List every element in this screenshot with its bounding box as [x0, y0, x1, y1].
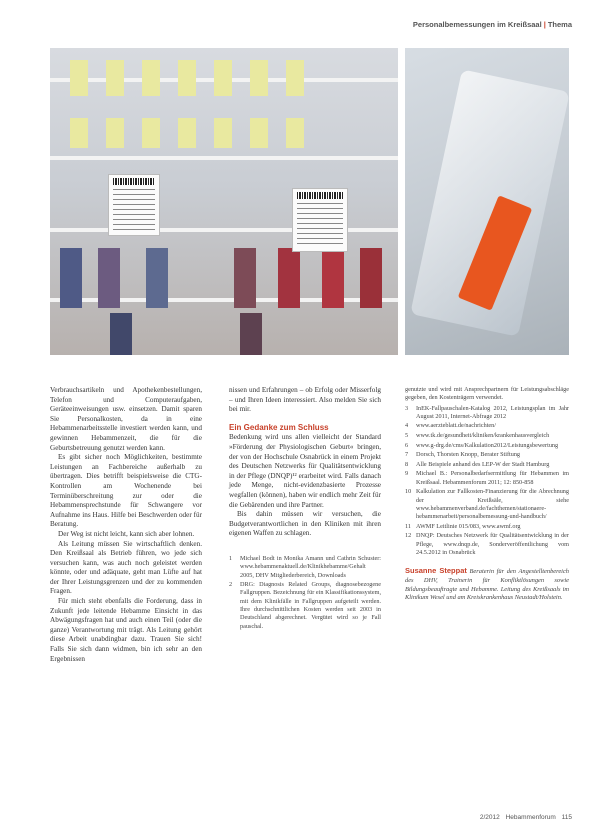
header-separator: |	[543, 20, 546, 29]
reference-item: 10 Kalkulation zur Fallkosten-Finanzierung für die Abrechnung der Kreißsäle, siehe www.hebammenverband.de/fachthemen/stationaere-hebammenarbeit/personalbemessung-und-handbuch/	[405, 488, 569, 521]
reference-item: 5 www.tk.de/gesundheit/kliniken/krankenhausvergleich	[405, 432, 550, 440]
header-section: Personalbemessungen im Kreißsaal	[412, 20, 542, 29]
body-paragraph: Es gibt sicher noch Möglichkeiten, bestimmte Leistungen an Fachbereiche außerhalb zu übertragen. Dies betrifft beispielsweise die CTG-Kontrollen am Wochenende bei Terminüberschreitung zur oder die Hebammensprechstunde für Schwangere vor Aufnahme ins Haus. Hilfe bei Beschwerden oder für Beratung.	[50, 453, 202, 529]
body-paragraph: Bis dahin müssen wir versuchen, die Budgetverantwortlichen in den Kliniken mit ihren eigenen Waffen zu schlagen.	[229, 510, 381, 538]
reference-continued: genutzte und wird mit Ansprechpartnern für Leistungsabschläge gegeben, den Kostenträgern verwendet.	[405, 386, 569, 402]
reference-list	[405, 405, 569, 558]
page-footer	[476, 814, 572, 821]
footer-issue: 2/2012	[479, 814, 500, 821]
text-column-2	[229, 386, 381, 632]
author-bio: Beraterin für den Angestelltenbereich des DHV, Trainerin für Konfliktlösungen sowie Bildungsbeauftragte und Hebamme. Leitung des Kreißsaals im Klinikum Wesel und am Kreiskrankenhaus Neustadt/Holstein.	[405, 568, 569, 602]
reference-item: 6 www.g-drg.de/cms/Kalkulation2012/Leistungsbewertung	[405, 441, 559, 449]
reference-list	[229, 555, 381, 631]
author-name: Susanne Steppat	[405, 566, 467, 576]
header-category: Thema	[547, 20, 572, 29]
author-box	[405, 567, 569, 602]
shelf-label	[108, 174, 160, 236]
reference-item: 3 InEK-Fallpauschalen-Katalog 2012, Leistungsplan im Jahr August 2011, Internet-Abfrage 2012	[405, 404, 569, 420]
shelf-label	[292, 188, 348, 252]
reference-item: 7 Dorsch, Thorsten Knopp, Berater Stiftung	[405, 451, 521, 459]
package-photo	[405, 48, 569, 355]
page-number: 115	[561, 814, 572, 821]
reference-item: 2 DRG: Diagnosis Related Groups, diagnosebezogene Fallgruppen. Bezeichnung für ein Klassifikationssystem, mit dem Klinikfälle in Fallgruppen aufgeteilt werden. Ihre durchschnittlichen Kosten werden seit 2003 in Deutschland abgerechnet. Vergütet wird so je Fall pauschal.	[229, 581, 381, 630]
reference-item: 8 Alle Beispiele anhand des LEP-W der Stadt Hamburg	[405, 460, 550, 468]
text-column-3	[405, 386, 569, 603]
reference-item: 1 Michael Bodt in Monika Amann und Cathrin Schuster: www.hebammenaktuell.de/Klinikhebamme/Gehalt 2005, DHV Mitgliederbereich, Downloads	[229, 554, 381, 579]
body-paragraph: nissen und Erfahrungen – ob Erfolg oder Misserfolg – und Ihren Ideen interessiert. Also melden Sie sich bei mir.	[229, 386, 381, 414]
body-paragraph: Verbrauchsartikeln und Apothekenbestellungen, Telefon und Computeraufgaben, Geräteeinweisungen usw. einsetzen. Damit sparen Sie Personalkosten, da in eine Hebammenarbeitsstelle investiert werden kann, und gewinnen Hebammenzeit, die für die Geburtsbetreuung genutzt werden kann.	[50, 386, 202, 452]
body-paragraph: Der Weg ist nicht leicht, kann sich aber lohnen.	[58, 529, 195, 538]
reference-item: 12 DNQP: Deutsches Netzwerk für Qualitätsentwicklung in der Pflege, www.dnqp.de, Sonderveröffentlichung vom 24.5.2012 in Osnabrück	[405, 532, 569, 557]
body-paragraph: Bedenkung wird uns allen vielleicht der Standard »Förderung der Physiologischen Geburt« bringen, der von der Hochschule Osnabrück in einem Projekt des Deutschen Netzwerks für Qualitätsentwicklung in der Pflege (DNQP)¹² erarbeitet wird. Falls danach jede Menge, nicht-evidenzbasierte Prozesse wegfallen (können), haben wir endlich mehr Zeit für die Gebärenden und ihre Partner.	[229, 433, 381, 509]
reference-item: 9 Michael B.: Personalbedarfsermittlung für Hebammen im Kreißsaal. Hebammenforum 2011; 12: 850-858	[405, 470, 569, 486]
body-paragraph: Für mich steht ebenfalls die Forderung, dass in Zukunft jede leitende Hebamme Einsicht in das Abwägungsfragen hat und auch einen Teil (oder die ganze) Verantwortung mit trägt. Als Leitung gehört diese Arbeit unabdingbar dazu. Trauen Sie sich! Falls Sie sich dann widmen, bin ich sehr an den Ergebnissen	[50, 597, 202, 663]
footer-magazine: Hebammenforum	[505, 814, 556, 821]
text-column-1	[50, 386, 202, 664]
reference-item: 11 AWMF Leitlinie 015/083, www.awmf.org	[405, 522, 521, 530]
running-header	[413, 20, 572, 29]
section-subhead: Ein Gedanke zum Schluss	[229, 422, 329, 432]
body-paragraph: Als Leitung müssen Sie wirtschaftlich denken. Den Kreißsaal als Betrieb führen, wo jede sich versuchen kann, was auch noch geleistet werden könnte, oder und adäquate, geht man Lüfte auf hat der Ihrer Leistungsgrenzen und der zu kommenden Fragen.	[50, 539, 202, 596]
shelf-photo	[50, 48, 398, 355]
reference-item: 4 www.aerzteblatt.de/nachrichten/	[405, 422, 496, 430]
